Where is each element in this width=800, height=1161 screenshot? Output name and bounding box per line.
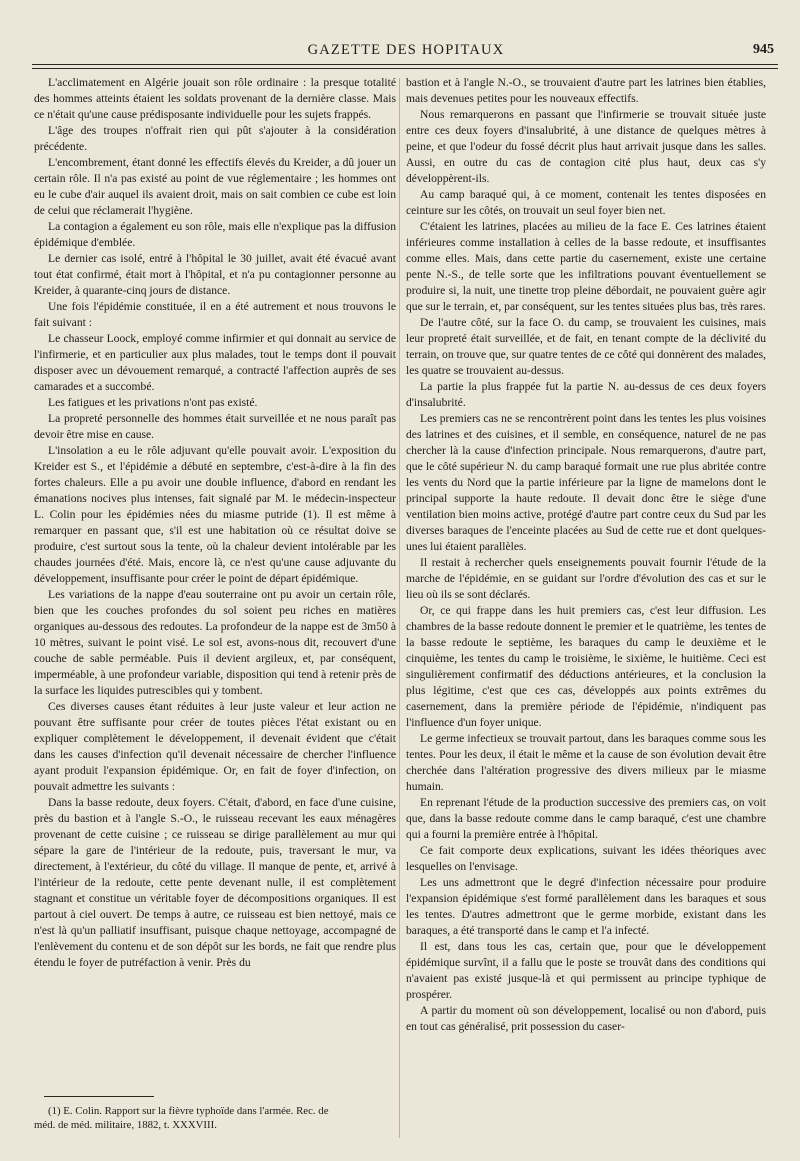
footnote-line: méd. de méd. militaire, 1882, t. XXXVIII. [34, 1119, 217, 1131]
paragraph: Le germe infectieux se trouvait partout, dans les baraques comme sous les tentes. Pour les deux, il était le même et la cause de son évolution devait être cherchée dans l'altération progressive des divers milieux par le miasme humain. [406, 732, 766, 793]
paragraph: Ces diverses causes étant réduites à leur juste valeur et leur action ne pouvant être suffisante pour créer de toutes pièces l'état existant ou en expliquer complètement le développement, il devenait évident que c'était dans les causes d'infection qu'il devenait nécessaire de chercher l'influence ayant produit l'expansion épidémique. Or, en fait de foyer d'infection, on pouvait admettre les suivants : [34, 700, 396, 793]
paragraph: Au camp baraqué qui, à ce moment, contenait les tentes disposées en ceinture sur les côtés, on trouvait un seul foyer bien net. [406, 188, 766, 217]
page-header [32, 42, 780, 64]
paragraph: L'âge des troupes n'offrait rien qui pût s'ajouter à la considération précédente. [34, 124, 396, 153]
paragraph: Les fatigues et les privations n'ont pas existé. [48, 396, 258, 409]
paragraph: Or, ce qui frappe dans les huit premiers cas, c'est leur diffusion. Les chambres de la basse redoute donnent le premier et le quatrième, les tentes de la basse redoute le septième, les baraques du camp le deuxième et le cinquième, les tentes du camp le troisième, le sixième, le huitième. Ceci est singulièrement confirmatif des déductions antérieures, et la conclusion la plus légitime, c'est que ces cas, développés aux points extrêmes du casernement, dans la première période de l'épidémie, n'indiquent pas l'influence d'un foyer unique. [406, 604, 766, 729]
paragraph: L'acclimatement en Algérie jouait son rôle ordinaire : la presque totalité des hommes atteints étaient les soldats provenant de la dernière classe. Mais ce n'était qu'une cause prédisposante individuelle pour les sujets frappés. [34, 76, 396, 121]
paragraph: Une fois l'épidémie constituée, il en a été autrement et nous trouvons le fait suivant : [34, 300, 396, 329]
paragraph: A partir du moment où son développement, localisé ou non d'abord, puis en tout cas généralisé, prit possession du caser- [406, 1004, 766, 1033]
paragraph: Nous remarquerons en passant que l'infirmerie se trouvait située juste entre ces deux foyers d'insalubrité, à une distance de quelques mètres à peine, et que l'odeur du fossé décrit plus haut arrivait jusque dans les salles. Aussi, en outre du cas de contagion cité plus haut, deux cas s'y développèrent-ils. [406, 108, 766, 185]
header-rule-thin [32, 68, 778, 69]
paragraph: La contagion a également eu son rôle, mais elle n'explique pas la diffusion épidémique d'emblée. [34, 220, 396, 249]
paragraph: Le chasseur Loock, employé comme infirmier et qui donnait au service de l'infirmerie, et en particulier aux plus malades, tout le temps dont il pouvait disposer avec un dévouement remarqué, a contracté l'affection auprès de ses camarades et a succombé. [34, 332, 396, 393]
paragraph: Les variations de la nappe d'eau souterraine ont pu avoir un certain rôle, bien que les couches profondes du sol soient peu riches en matières organiques au-dessous des redoutes. La profondeur de la nappe est de 3m50 à 10 mètres, suivant le point visé. Le sol est, avons-nous dit, recouvert d'une couche de sable perméable. Puis il devient argileux, et, par conséquent, imperméable, à une profondeur variable, disposition qui tend à retenir près de la surface les liquides putrescibles qui y tombent. [34, 588, 396, 697]
paragraph: Les premiers cas ne se rencontrèrent point dans les tentes les plus voisines des latrines et des cuisines, et il semble, en conséquence, naturel de ne pas chercher là la cause d'infection principale. Nous remarquerons, d'autre part, que le côté supérieur N. du camp baraqué formait une rue plus abritée contre les vents du Nord que la partie inférieure par la ligne de mamelons dont le principal supporte la haute redoute. Il devait donc être le siège d'une ventilation bien moins active, protégé d'autre part contre ceux du Sud par les diverses baraques de l'enceinte placées au Sud de cette rue et dont quelques-unes lui étaient parallèles. [406, 412, 766, 553]
paragraph: Dans la basse redoute, deux foyers. C'était, d'abord, en face d'une cuisine, près du bastion et à l'angle S.-O., le ruisseau recevant les eaux ménagères provenant de cette cuisine ; ce ruisseau se dirige parallèlement au mur qui sépare la gare de l'intérieur de la redoute, puis, traversant le mur, va directement, à l'extérieur, du côté du village. Il manque de pente, et, arrivé à l'intérieur de la redoute, cette pente devenant nulle, il est complètement stagnant et constitue un véritable foyer de décompositions organiques. Il est partout à ciel ouvert. De temps à autre, ce ruisseau est bien nettoyé, mais ce n'est là qu'un palliatif insuffisant, puisque chaque nettoyage, accompagné de l'enlèvement du contenu et de son dépôt sur les bords, ne fait que rendre plus étendu le foyer de putréfaction à venir. Près du [34, 796, 396, 969]
paragraph: Ce fait comporte deux explications, suivant les idées théoriques avec lesquelles on l'envisage. [406, 844, 766, 873]
left-column [34, 75, 396, 971]
paragraph: Les uns admettront que le degré d'infection nécessaire pour produire l'expansion épidémique s'est formé parallèlement dans les baraques et sous les tentes. D'autres admettront que le germe morbide, existant dans les baraques, a été transporté dans le camp et l'a infecté. [406, 876, 766, 937]
footnote-rule [44, 1096, 154, 1097]
paragraph: C'étaient les latrines, placées au milieu de la face E. Ces latrines étaient inférieures comme installation à celles de la basse redoute, et insuffisantes comme elles. Mais, dans cette partie du casernement, existe une certaine pente N.-S., de telle sorte que les infiltrations pouvant éventuellement se produire si, la nuit, une tinette trop pleine débordait, ne pouvaient guère agir que sur le terrain, et, par conséquent, sur les tentes situées plus bas, très rares. [406, 220, 766, 313]
paragraph: La partie la plus frappée fut la partie N. au-dessus de ces deux foyers d'insalubrité. [406, 380, 766, 409]
journal-title: GAZETTE DES HOPITAUX [307, 42, 505, 58]
paragraph: Il restait à rechercher quels enseignements pouvait fournir l'étude de la marche de l'épidémie, en se guidant sur l'ordre d'évolution des cas et sur le lieu où ils se sont déclarés. [406, 556, 766, 601]
footnote-line: (1) E. Colin. Rapport sur la fièvre typhoïde dans l'armée. Rec. de [48, 1105, 329, 1117]
header-rule [32, 64, 778, 65]
paragraph: L'encombrement, étant donné les effectifs élevés du Kreider, a dû jouer un certain rôle. Il n'a pas existé au point de vue réglementaire ; les hommes ont eu le cube d'air auquel ils avaient droit, mais on sait combien ce cube est loin de celui que réclamerait l'hygiène. [34, 156, 396, 217]
column-divider [399, 78, 400, 1138]
paragraph: En reprenant l'étude de la production successive des premiers cas, on voit que, dans la basse redoute comme dans le camp baraqué, c'est une chambre qui a fourni la première entrée à l'hôpital. [406, 796, 766, 841]
paragraph: Le dernier cas isolé, entré à l'hôpital le 30 juillet, avait été évacué avant tout état confirmé, était mort à l'hôpital, et n'a pu contagionner personne au Kreider, à quarante-cinq jours de distance. [34, 252, 396, 297]
paragraph: La propreté personnelle des hommes était surveillée et ne nous paraît pas devoir être mise en cause. [34, 412, 396, 441]
footnote [34, 1104, 396, 1132]
paragraph: De l'autre côté, sur la face O. du camp, se trouvaient les cuisines, mais leur propreté était surveillée, et de fait, en tenant compte de la déclivité du terrain, on trouve que, sur quatre tentes de ce côté qui donnèrent des malades, les quatre se trouvaient au-dessus. [406, 316, 766, 377]
page-number: 945 [753, 42, 774, 57]
paragraph: bastion et à l'angle N.-O., se trouvaient d'autre part les latrines bien établies, mais devenues petites pour les nouveaux effectifs. [406, 76, 766, 105]
paragraph: Il est, dans tous les cas, certain que, pour que le développement épidémique survînt, il a fallu que le poste se trouvât dans des conditions qui n'avaient pas existé jusque-là et qui permissent au principe typhique de prospérer. [406, 940, 766, 1001]
paragraph: L'insolation a eu le rôle adjuvant qu'elle pouvait avoir. L'exposition du Kreider est S., et l'épidémie a débuté en septembre, c'est-à-dire à la fin des fortes chaleurs. Elle a pu avoir une double influence, d'abord en rendant les émanations nocives plus intenses, fait signalé par M. le médecin-inspecteur L. Colin pour les épidémies nées du miasme putride (1). Il est même à remarquer en passant que, s'il est une habitation où ce résultat doive se produire, c'est surtout sous la tente, où la chaleur devient intolérable par les chaudes journées d'été. Mais, encore là, ce n'est qu'une cause adjuvante du développement, insuffisante pour créer le point de départ épidémique. [34, 444, 396, 585]
right-column [406, 75, 766, 1035]
